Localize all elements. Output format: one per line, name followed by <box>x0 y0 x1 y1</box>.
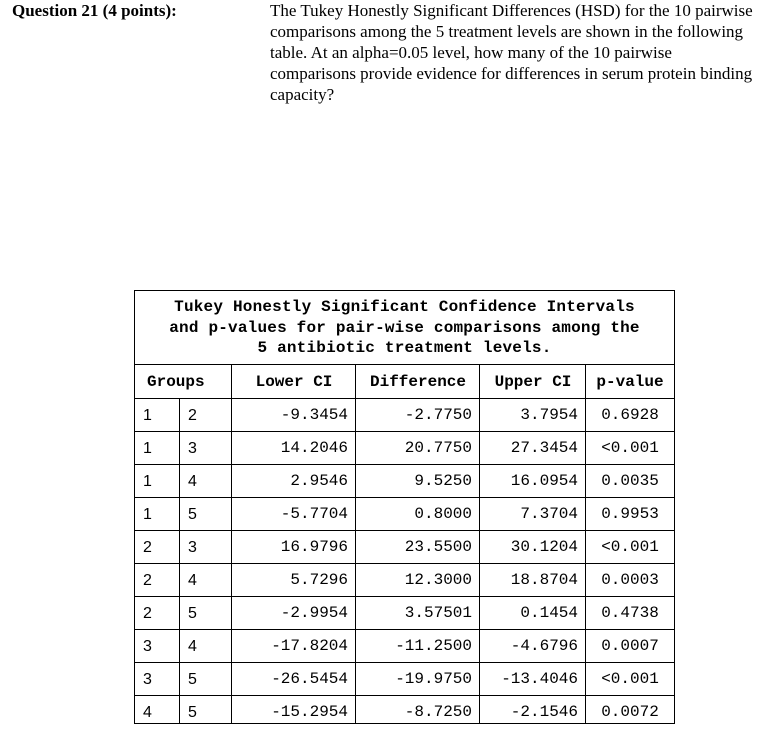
cell-difference: -2.7750 <box>356 399 480 432</box>
cell-group-2: 2 <box>180 399 232 432</box>
column-divider <box>585 365 586 723</box>
cell-p-value: 0.6928 <box>586 399 674 432</box>
cell-lower-ci: -17.8204 <box>232 630 356 663</box>
cell-p-value: 0.0072 <box>601 703 659 721</box>
cell-upper-ci: 18.8704 <box>480 564 586 597</box>
cell-lower-ci: -15.2954 <box>271 703 348 721</box>
column-divider <box>179 399 180 723</box>
header-upper-ci: Upper CI <box>480 365 586 399</box>
cell-difference: -11.2500 <box>356 630 480 663</box>
cell-lower-ci: 5.7296 <box>232 564 356 597</box>
cell-upper-ci: 0.1454 <box>480 597 586 630</box>
cell-difference: 12.3000 <box>356 564 480 597</box>
cell-group-2: 5 <box>180 597 232 630</box>
cell-p-value: 0.0035 <box>586 465 674 498</box>
cell-lower-ci: -5.7704 <box>232 498 356 531</box>
header-difference: Difference <box>356 365 480 399</box>
cell-lower-ci: 2.9546 <box>232 465 356 498</box>
cell-group-1: 2 <box>135 564 180 597</box>
cell-group-1: 1 <box>135 399 180 432</box>
cell-group-1: 1 <box>135 432 180 465</box>
cell-upper-ci: 30.1204 <box>480 531 586 564</box>
cell-difference: -19.9750 <box>356 663 480 696</box>
cell-upper-ci: 7.3704 <box>480 498 586 531</box>
column-divider <box>479 365 480 723</box>
question-label: Question 21 (4 points): <box>12 1 177 20</box>
table-title-line: Tukey Honestly Significant Confidence Intervals <box>174 298 635 316</box>
cell-lower-ci: 16.9796 <box>232 531 356 564</box>
cell-difference: -8.7250 <box>404 703 472 721</box>
cell-lower-ci: 14.2046 <box>232 432 356 465</box>
cell-group-2: 3 <box>180 432 232 465</box>
cell-difference: 20.7750 <box>356 432 480 465</box>
cell-lower-ci: -26.5454 <box>232 663 356 696</box>
cell-group-1: 2 <box>135 531 180 564</box>
cell-group-1: 2 <box>135 597 180 630</box>
question-text: The Tukey Honestly Significant Differences (HSD) for the 10 pairwise comparisons among the 5 treatment levels are shown in the following table. At an alpha=0.05 level, how many of the 10 pairwise comparisons provide evidence for differences in serum protein binding capacity? <box>270 1 753 104</box>
cell-upper-ci: -2.1546 <box>510 703 578 721</box>
cell-p-value: <0.001 <box>586 531 674 564</box>
table-title-line: and p-values for pair-wise comparisons among the <box>169 318 640 337</box>
cell-group-2: 4 <box>180 630 232 663</box>
cell-p-value: 0.9953 <box>586 498 674 531</box>
cell-group-1: 1 <box>135 498 180 531</box>
cell-difference: 9.5250 <box>356 465 480 498</box>
cell-group-2: 4 <box>180 564 232 597</box>
cell-group-2: 5 <box>188 704 197 721</box>
cell-p-value: 0.0003 <box>586 564 674 597</box>
cell-upper-ci: 27.3454 <box>480 432 586 465</box>
cell-difference: 0.8000 <box>356 498 480 531</box>
cell-group-1: 4 <box>143 704 152 721</box>
cell-p-value: <0.001 <box>586 432 674 465</box>
cell-group-2: 5 <box>180 498 232 531</box>
cell-group-1: 1 <box>135 465 180 498</box>
cell-group-1: 3 <box>135 630 180 663</box>
cell-group-2: 5 <box>180 663 232 696</box>
cell-group-2: 3 <box>180 531 232 564</box>
header-groups: Groups <box>135 365 232 399</box>
cell-upper-ci: 16.0954 <box>480 465 586 498</box>
cell-p-value: 0.0007 <box>586 630 674 663</box>
cell-p-value: <0.001 <box>586 663 674 696</box>
header-lower-ci: Lower CI <box>232 365 356 399</box>
cell-upper-ci: 3.7954 <box>480 399 586 432</box>
header-p-value: p-value <box>586 365 674 399</box>
tukey-table <box>134 290 675 724</box>
table-title <box>135 291 674 365</box>
cell-difference: 3.57501 <box>356 597 480 630</box>
cell-p-value: 0.4738 <box>586 597 674 630</box>
table-title-line: 5 antibiotic treatment levels. <box>257 339 552 357</box>
cell-upper-ci: -13.4046 <box>480 663 586 696</box>
cell-group-2: 4 <box>180 465 232 498</box>
cell-group-1: 3 <box>135 663 180 696</box>
cell-lower-ci: -2.9954 <box>232 597 356 630</box>
cell-difference: 23.5500 <box>356 531 480 564</box>
cell-lower-ci: -9.3454 <box>232 399 356 432</box>
column-divider <box>231 365 232 723</box>
cell-upper-ci: -4.6796 <box>480 630 586 663</box>
column-divider <box>355 365 356 723</box>
